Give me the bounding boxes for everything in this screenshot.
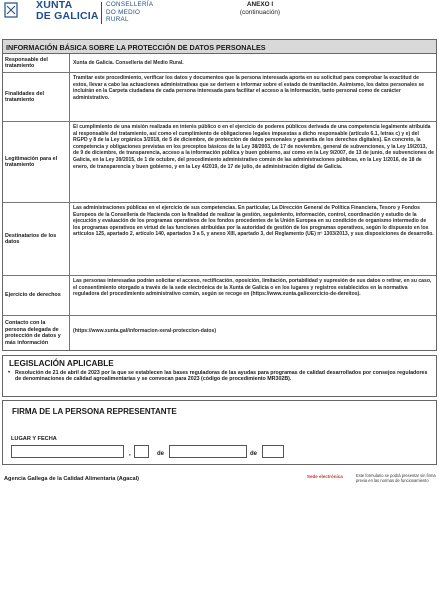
- row-label: Finalidades del tratamiento: [3, 73, 70, 121]
- place-date-label: LUGAR Y FECHA: [11, 436, 57, 442]
- row-label: Legitimación para el tratamiento: [3, 122, 70, 202]
- agency-name: Agencia Gallega de la Calidad Alimentaria (Agacal): [4, 476, 140, 482]
- table-row: [3, 276, 436, 316]
- sede-electronica-icon: [307, 474, 343, 479]
- row-label: Contacto con la persona delegada de protección de datos y más información: [3, 316, 70, 350]
- annex-title: ANEXO I: [246, 1, 274, 8]
- de-separator-2: de: [250, 451, 258, 457]
- signature-title: FIRMA DE LA PERSONA REPRESENTANTE: [12, 407, 177, 416]
- table-row: [3, 122, 436, 203]
- table-row: [3, 203, 436, 276]
- consellaria-line2: DO MEDIO: [106, 8, 141, 16]
- consellaria-name: [106, 1, 153, 24]
- year-input[interactable]: [262, 445, 284, 458]
- row-text: Las personas interesadas podrán solicitar el acceso, rectificación, oposición, limitación, portabilidad y supresión de sus datos o retirar, en su caso, el consentimiento otorgado a través de la sede electrónica de la Xunta de Galicia o en los lugares y registros establecidos en la normativa reguladora del procedimiento administrativo común, según se recoge en (https://www.xunta.gal/exercicio-de-dereitos).: [73, 278, 432, 298]
- logo-divider: [101, 2, 102, 24]
- row-text: El cumplimiento de una misión realizada en interés público o en el ejercicio de poderes públicos derivada de una competencia legalmente atribuida al responsable del tratamiento, así como el cumplimiento de obligaciones legales impuestas a dicho responsable (artículo 6.1, letras c) y e) del RGPD y 8 de la Ley orgánica 3/2018, de 5 de diciembre, de protección de datos personales y garantía de los derechos digitales). En concreto, la competencia y obligaciones previstas en los preceptos básicos de la Ley 38/2003, de 17 de noviembre, general de subvenciones, y la Ley 19/2013, de 9 de diciembre, de transparencia, acceso a la información pública y buen gobierno, así como en la Ley 9/2007, de 13 de junio, de subvenciones de Galicia, en la Ley 39/2015, de 1 de octubre, del procedimiento administrativo común de las administraciones públicas, en la Ley 1/2016, de 18 de enero, de transparencia y buen gobierno, y en la Ley 4/2019, de 17 de julio, de administración digital de Galicia.: [73, 124, 434, 170]
- row-label: Responsable del tratamiento: [3, 54, 70, 72]
- xunta-emblem-icon: [3, 1, 35, 19]
- xunta-line2: DE GALICIA: [36, 10, 99, 22]
- xunta-logo-text: [36, 0, 99, 22]
- data-protection-title: INFORMACIÓN BÁSICA SOBRE LA PROTECCIÓN DE DATOS PERSONALES: [3, 40, 436, 54]
- page-header: [0, 0, 439, 34]
- data-protection-table: [2, 39, 437, 351]
- row-text: Xunta de Galicia. Consellería del Medio Rural.: [73, 60, 184, 66]
- row-text: (https://www.xunta.gal/informacion-xeral-proteccion-datos): [73, 328, 217, 334]
- sede-label: Sede electrónica: [307, 474, 343, 479]
- month-input[interactable]: [169, 445, 247, 458]
- consellaria-line3: RURAL: [106, 16, 129, 24]
- annex-subtitle: (continuación): [239, 8, 281, 16]
- place-input[interactable]: [11, 445, 124, 458]
- day-input[interactable]: [134, 445, 149, 458]
- bullet-icon: •: [8, 370, 11, 376]
- signature-section: [2, 400, 437, 465]
- consellaria-line1: CONSELLERÍA: [106, 1, 154, 8]
- annex-heading: [230, 1, 290, 16]
- row-label: Destinatarios de los datos: [3, 203, 70, 275]
- table-row: [3, 73, 436, 122]
- de-separator-1: de: [157, 451, 165, 457]
- sede-note: Este formulario se podrá presentar sin firma previa en las normas de funcionamiento: [356, 473, 436, 483]
- row-text: Las administraciones públicas en el ejercicio de sus competencias. En particular, La Dirección General de Política Financiera, Tesoro y Fondos Europeos de la Consellería de Hacienda con la finalidad de realizar la gestión, seguimiento, información, control, coordinación y estudio de la ejecución y evaluación de los programas operativos de los fondos procedentes de la Unión Europea en su condición de organismo intermedio de los programas operativos en virtud de las funciones atribuidas por la autoridad de gestión de los programas operativos, según lo dispuesto en los artículos 125, apartado 2, artículo 140, apartados 3 a 5, y anexo XIII, apartado 3, del Reglamento (UE) nº 1303/2013, y sus disposiciones de desarrollo.: [73, 205, 434, 238]
- legislation-item: Resolución de 21 de abril de 2023 por la que se establecen las bases reguladoras de las ayudas para programas de calidad desarrollados por consejos reguladores de denominaciones de calidad agroalimentarias y se convocan para 2023 (código de procedimiento MR302B).: [15, 370, 428, 383]
- table-row: [3, 54, 436, 73]
- row-text: Tramitar este procedimiento, verificar los datos y documentos que la persona interesada aporta en su solicitud para comprobar la exactitud de estos, llevar a cabo las actuaciones administrativas que se deriven e informar sobre el estado de tramitación. Asimismo, los datos personales se incluirán en la Carpeta ciudadana de cada persona interesada para facilitar el acceso a la información, tanto personal como de carácter administrativo.: [73, 75, 425, 101]
- xunta-line1: XUNTA: [36, 0, 73, 11]
- comma-separator: ,: [129, 451, 131, 457]
- table-row: [3, 316, 436, 350]
- row-label: Ejercicio de derechos: [3, 276, 70, 315]
- legislation-title: LEGISLACIÓN APLICABLE: [9, 359, 114, 368]
- legislation-section: [2, 355, 437, 397]
